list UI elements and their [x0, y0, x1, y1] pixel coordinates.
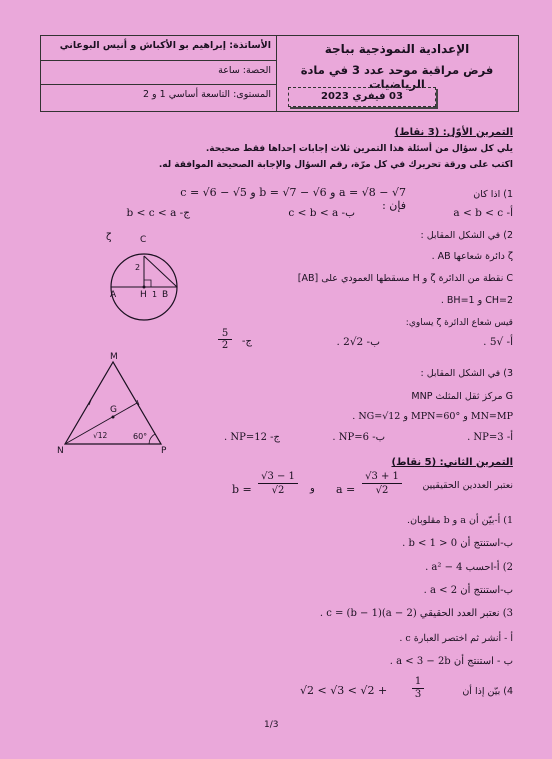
label-c: C — [140, 235, 147, 245]
label-n: N — [57, 446, 64, 455]
q3-line-1: G مركز ثقل المثلث MNP — [411, 391, 513, 402]
b-definition-fraction — [258, 470, 298, 497]
ex1-intro-2: اكتب على ورقة تحريرك في كل مرّة، رقم السؤال والإجابة الصحيحة الموافقة له. — [158, 160, 513, 170]
header-row-line — [41, 84, 276, 85]
ex2-part-1b: ب-استنتج أن 0 < b < 1 . — [402, 538, 513, 549]
q2-title: 2) في الشكل المقابل : — [420, 230, 513, 241]
label-m: M — [110, 352, 118, 362]
ex2-part-4-fraction — [412, 676, 424, 701]
q1-choice-c: ج- b < c < a — [126, 207, 190, 219]
fraction-denominator: 2 — [218, 339, 232, 351]
ex1-title: التمرين الأوّل: (3 نقاط) — [394, 127, 513, 138]
circle-figure — [100, 224, 190, 324]
label-sqrt12: √12 — [93, 431, 108, 440]
label-angle: 60° — [133, 432, 148, 441]
fraction-numerator: √3 − 1 — [261, 471, 295, 482]
q3-choice-b: ب- NP=6 . — [332, 432, 385, 443]
fraction-denominator: √2 — [362, 483, 402, 497]
angle-arc-p — [149, 434, 155, 444]
point-a — [143, 286, 146, 289]
ex2-part-4-expr: √2 < √3 < √2 + — [300, 684, 388, 697]
exam-date: 03 فيفري 2023 — [288, 87, 436, 107]
a-definition-fraction — [362, 470, 402, 497]
label-one: 1 — [152, 290, 158, 299]
q3-title: 3) في الشكل المقابل : — [420, 368, 513, 379]
label-a: A — [110, 290, 117, 300]
ex2-title: التمرين الثاني: (5 نقاط) — [391, 457, 513, 468]
q1-definition: a = √8 − √7 و b = √7 − √6 و c = √6 − √5 فإن : — [180, 186, 406, 212]
q1-text: 1) اذا كان — [473, 189, 513, 200]
q2-line-3: CH=2 و BH=1 . — [440, 295, 513, 306]
ex2-part-3b: ب - استنتج أن a < 3 − 2b . — [389, 656, 513, 667]
header-divider — [276, 36, 277, 111]
q2-question: قيس شعاع الدائرة ζ يساوي: — [405, 318, 513, 328]
ex2-part-2b: ب-استنتج أن a < 2 . — [423, 585, 513, 596]
q3-line-2: MN=MP و MPN=60° و NG=√12 . — [352, 411, 513, 422]
school-name: الإعدادية النموذجية بباجة — [324, 42, 470, 56]
fraction-numerator: 5 — [221, 328, 229, 339]
label-h: H — [140, 290, 147, 300]
header-row-line — [41, 60, 276, 61]
triangle-figure — [55, 350, 175, 455]
header-box — [40, 35, 519, 112]
ex2-part-4-text: 4) بيّن إذا أن — [462, 686, 513, 697]
ex2-part-2a: 2) أ-احسب a² − 4 . — [425, 562, 513, 573]
fraction-numerator: √3 + 1 — [365, 471, 399, 482]
ex2-part-3a: أ - أنشر ثم اختصر العبارة c . — [399, 633, 513, 644]
q2-choice-c-fraction — [218, 328, 232, 351]
q2-choice-a: أ- √5 . — [483, 336, 513, 348]
exam-title: فرض مراقبة موحد عدد 3 في مادة الرياضيات — [300, 63, 494, 91]
point-g — [112, 416, 115, 419]
q3-choice-c: ج- NP=12 . — [224, 432, 280, 443]
level-label: المستوى: التاسعة أساسي 1 و 2 — [142, 89, 271, 100]
teachers-label: الأساتذة: إبراهيم بو الأكباش و أنيس البوعاني — [59, 40, 271, 51]
label-g: G — [110, 405, 117, 415]
b-definition-lhs: b = — [232, 483, 252, 496]
label-b: B — [162, 290, 169, 300]
and-word: و — [310, 483, 315, 494]
duration-label: الحصة: ساعة — [218, 65, 271, 76]
label-two: 2 — [135, 263, 141, 272]
ex1-intro-1: يلي كل سؤال من أسئلة هذا التمرين ثلاث إجابات إحداها فقط صحيحة. — [205, 144, 513, 154]
page-number: 1/3 — [264, 720, 279, 730]
label-zeta: ζ — [106, 232, 112, 243]
q3-choice-a: أ- NP=3 . — [467, 432, 513, 443]
label-p: P — [161, 446, 167, 455]
q2-line-1: ζ دائرة شعاعها AB . — [431, 251, 513, 262]
q2-choice-b: ب- 2√2 . — [336, 336, 380, 348]
fraction-numerator: 1 — [414, 676, 422, 687]
fraction-denominator: 3 — [412, 688, 424, 701]
a-definition-lhs: a = — [336, 483, 356, 496]
ex2-intro: نعتبر العددين الحقيقيين — [422, 480, 513, 491]
ex2-part-1a: 1) أ-بيّن أن a و b مقلوبان. — [407, 515, 513, 526]
fraction-denominator: √2 — [258, 483, 298, 497]
segment-cb — [144, 256, 177, 287]
q1-choice-b: ب- c < b < a — [288, 207, 355, 219]
q1-choice-a: أ- a < b < c — [453, 207, 513, 219]
q2-choice-c-label: ج- — [241, 336, 252, 347]
ex2-part-3: 3) نعتبر العدد الحقيقي c = (b − 1)(a − 2) . — [319, 608, 513, 619]
q2-line-2: C نقطة من الدائرة ζ و H مسقطها العمودي على [AB] — [297, 273, 513, 284]
